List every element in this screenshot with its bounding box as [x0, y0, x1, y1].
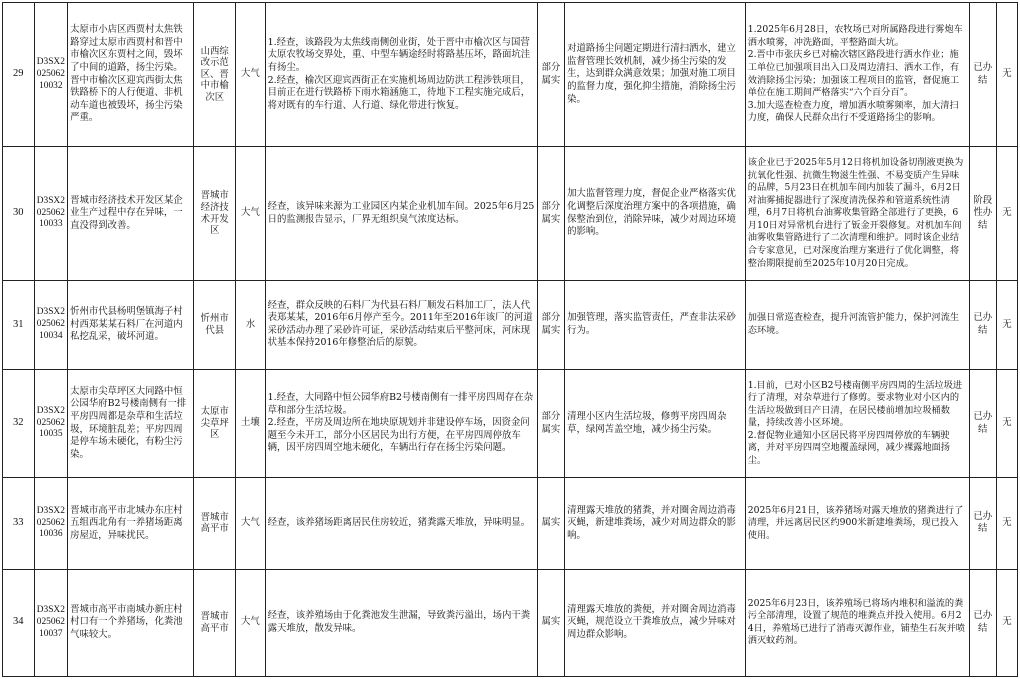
rectification-measures: 对道路扬尘问题定期进行清扫洒水，建立监督管理长效机制，减少扬尘污染的发生，达到群众满意效果；加强对施工项目的监督力度，强化抑尘措施，消除扬尘污染。 — [565, 3, 746, 147]
administrative-area: 太原市尖草坪区 — [194, 369, 236, 478]
pollution-type: 大气 — [236, 478, 265, 569]
row-number: 31 — [3, 280, 35, 369]
administrative-area: 晋城市经济技术开发区 — [194, 147, 236, 280]
rectification-progress: 2025年6月21日，该养猪场对露天堆放的猪粪进行了清理，并远离居民区约900米新建堆粪场，现已投入使用。 — [745, 478, 969, 569]
accountability-info: 无 — [996, 369, 1017, 478]
administrative-area: 晋城市高平市 — [194, 569, 236, 677]
handling-status: 已办结 — [969, 569, 996, 677]
verification-result: 部分属实 — [537, 147, 564, 280]
row-number: 33 — [3, 478, 35, 569]
verification-result: 部分属实 — [537, 280, 564, 369]
table-row — [3, 147, 1018, 280]
rectification-progress: 1.2025年6月28日，农牧场已对所属路段进行雾炮车洒水喷雾，冲洗路面，平整路面大坑。 2.晋中市张庆乡已对榆次辖区路段进行洒水作业；施工单位已加强项目出入口及周边清扫、洒水工作，有效消除扬尘污染；加强该工程项目的监管，督促施工单位在施工期间严格落实“六个百分百”。 3.加大巡查检查力度，增加洒水喷雾频率，加大清扫力度，确保人民群众出行不受道路扬尘的影响。 — [745, 3, 969, 147]
administrative-area: 忻州市代县 — [194, 280, 236, 369]
pollution-type: 大气 — [236, 569, 265, 677]
investigation-findings: 经查，群众反映的石料厂为代县石料厂顺发石料加工厂，法人代表郑某某，2016年6月停产至今。2011年至2016年该厂的河道采砂活动办理了采砂许可证，采砂活动结束后平整河床，河床现状基本保持2016年修整治后的原貌。 — [265, 280, 537, 369]
rectification-progress: 2025年6月23日，该养殖场已将场内堆积和溢流的粪污全部清理，设置了规范的堆粪点并投入使用。6月24日，养殖场已进行了消毒灭源作业，铺垫生石灰并喷洒灭蚊药剂。 — [745, 569, 969, 677]
investigation-findings: 经查，该养殖场由于化粪池发生泄漏，导致粪污溢出，场内干粪露天堆放，散发异味。 — [265, 569, 537, 677]
reported-problem: 太原市尖草坪区大同路中恒公园华府B2号楼南侧有一排平房四周都是杂草和生活垃圾，环境脏乱差；平房四周是停车场未硬化，有粉尘污染。 — [68, 369, 194, 478]
case-code: D3SX202506210034 — [34, 280, 68, 369]
pollution-type: 土壤 — [236, 369, 265, 478]
accountability-info: 无 — [996, 147, 1017, 280]
pollution-type: 大气 — [236, 147, 265, 280]
rectification-measures: 清理小区内生活垃圾，修剪平房四周杂草，绿网苫盖空地，减少扬尘污染。 — [565, 369, 746, 478]
investigation-findings: 1.经查，大同路中恒公园华府B2号楼南侧有一排平房四周存在杂草和部分生活垃圾。 2.经查，平房及周边所在地块原规划并非建设停车场，因资金问题至今未开工，部分小区居民为出行方便，在平房四周停放车辆，因平房四周空地未硬化，车辆出行存在扬尘污染问题。 — [265, 369, 537, 478]
accountability-info: 无 — [996, 478, 1017, 569]
handling-status: 已办结 — [969, 369, 996, 478]
rectification-progress: 加强日常巡查检查，提升河流管护能力，保护河流生态环境。 — [745, 280, 969, 369]
table-row — [3, 478, 1018, 569]
rectification-progress: 1.目前，已对小区B2号楼南侧平房四周的生活垃圾进行了清理，对杂草进行了修剪。要求物业对小区内的生活垃圾做到日产日清，在居民楼前增加垃圾桶数量，持续改善小区环境。 2.督促物业通知小区居民将平房四周停放的车辆驶离，并对平房四周空地覆盖绿网，减少裸露地面扬尘。 — [745, 369, 969, 478]
table-row — [3, 569, 1018, 677]
petition-handling-table — [2, 2, 1018, 677]
reported-problem: 忻州市代县杨明堡镇海子村村西郑某某石料厂在河道内私挖乱采，破坏河道。 — [68, 280, 194, 369]
table-row — [3, 369, 1018, 478]
handling-status: 已办结 — [969, 478, 996, 569]
table-row — [3, 280, 1018, 369]
rectification-measures: 加强管理，落实监管责任，严查非法采砂行为。 — [565, 280, 746, 369]
row-number: 34 — [3, 569, 35, 677]
case-code: D3SX202506210033 — [34, 147, 68, 280]
case-code: D3SX202506210032 — [34, 3, 68, 147]
verification-result: 属实 — [537, 478, 564, 569]
reported-problem: 晋城市高平市北城办东庄村五组西北角有一养猪场距离房屋近，异味扰民。 — [68, 478, 194, 569]
administrative-area: 山西综改示范区、晋中市榆次区 — [194, 3, 236, 147]
row-number: 30 — [3, 147, 35, 280]
reported-problem: 晋城市高平市南城办新庄村村口有一个养猪场，化粪池气味较大。 — [68, 569, 194, 677]
handling-status: 已办结 — [969, 280, 996, 369]
rectification-measures: 加大监督管理力度，督促企业严格落实优化调整后深度治理方案中的各项措施，确保整治到位，消除异味，减少对周边环境的影响。 — [565, 147, 746, 280]
administrative-area: 晋城市高平市 — [194, 478, 236, 569]
row-number: 29 — [3, 3, 35, 147]
row-number: 32 — [3, 369, 35, 478]
rectification-measures: 清理露天堆放的猪粪，并对圈舍周边消毒灭蝇，新建堆粪场，减少对周边群众的影响。 — [565, 478, 746, 569]
reported-problem: 晋城市经济技术开发区某企业生产过程中存在异味，一直没得到改善。 — [68, 147, 194, 280]
pollution-type: 大气 — [236, 3, 265, 147]
table-row — [3, 3, 1018, 147]
investigation-findings: 经查，该异味来源为工业园区内某企业机加车间。2025年6月25日的监测报告显示，厂界无组织臭气浓度达标。 — [265, 147, 537, 280]
reported-problem: 太原市小店区西贾村太焦铁路穿过太原市西贾村和晋中市榆次区东贾村之间，毁坏了中间的道路，扬尘污染。晋中市榆次区迎宾西街太焦铁路桥下的人行便道、非机动车道也被毁坏，扬尘污染严重。 — [68, 3, 194, 147]
case-code: D3SX202506210037 — [34, 569, 68, 677]
rectification-progress: 该企业已于2025年5月12日将机加设备切削液更换为抗氧化性强、抗微生物滋生性强、不易变质产生异味的品牌，5月23日在机加车间内加装了漏斗，6月2日对油雾捕捉器进行了深度清洗保养和管道系统性清理，6月7日将机台油雾收集管路全部进行了更换，6月10日对异常机台进行了钣金开裂修复。对机加车间油雾收集管路进行了二次清理和维护。同时该企业结合专家意见，已对深度治理方案进行了优化调整，将整治期限提前至2025年10月20日完成。 — [745, 147, 969, 280]
verification-result: 属实 — [537, 569, 564, 677]
accountability-info: 无 — [996, 280, 1017, 369]
accountability-info: 无 — [996, 3, 1017, 147]
case-code: D3SX202506210036 — [34, 478, 68, 569]
accountability-info: 无 — [996, 569, 1017, 677]
handling-status: 阶段性办结 — [969, 147, 996, 280]
rectification-measures: 清理露天堆放的粪便，并对圈舍周边消毒灭蝇，规范设立干粪堆放点，减少异味对周边群众影响。 — [565, 569, 746, 677]
verification-result: 部分属实 — [537, 369, 564, 478]
investigation-findings: 经查，该养猪场距离居民住房较近，猪粪露天堆放，异味明显。 — [265, 478, 537, 569]
verification-result: 部分属实 — [537, 3, 564, 147]
case-code: D3SX202506210035 — [34, 369, 68, 478]
investigation-findings: 1.经查，该路段为太焦线南侧创业街，处于晋中市榆次区与国营太原农牧场交界处，重、中型车辆途经时将路基压坏，路面坑洼有扬尘。 2.经查，榆次区迎宾西街正在实施机场周边防洪工程涉铁项目，目前正在进行铁路桥下雨水箱涵施工，待地下工程实施完成后，将对既有的车行道、人行道、绿化带进行恢复。 — [265, 3, 537, 147]
pollution-type: 水 — [236, 280, 265, 369]
handling-status: 已办结 — [969, 3, 996, 147]
